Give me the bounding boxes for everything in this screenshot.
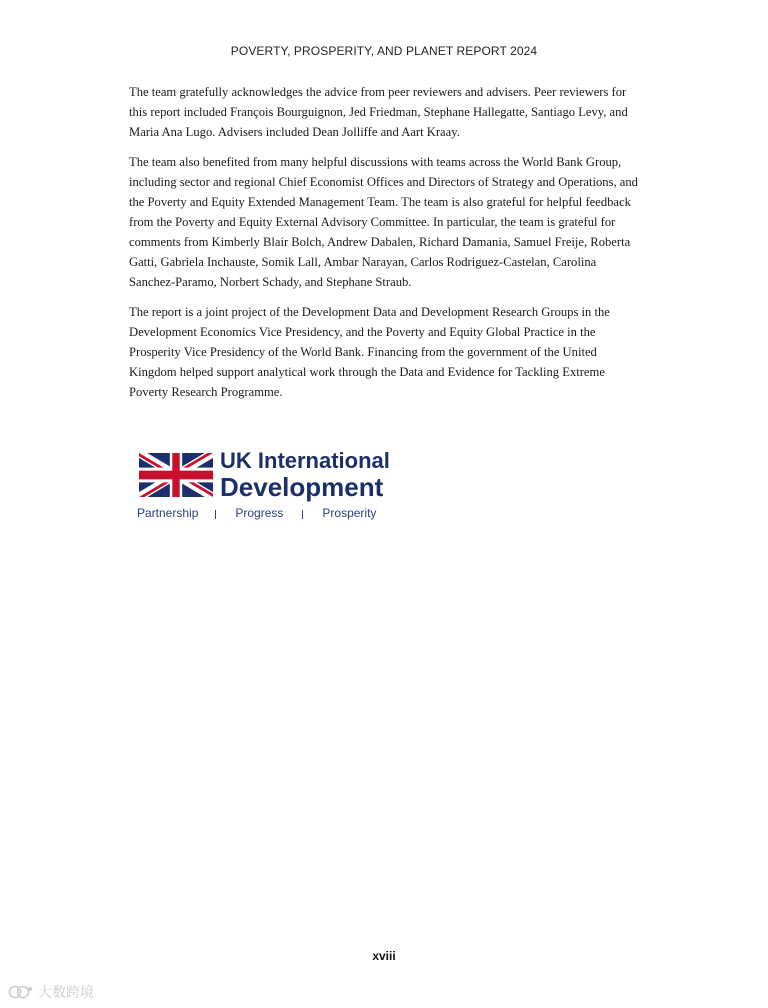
acknowledgment-paragraph-3: The report is a joint project of the Development Data and Development Research Groups in the Development Economics Vice Presidency, and the Poverty and Equity Global Practice in the Prosperity Vice Presidency of the World Bank. Financing from the government of the United Kingdom helped support analytical work through the Data and Evidence for Tackling Extreme Poverty Research Programme.: [129, 305, 610, 399]
page-number: xviii: [372, 949, 396, 963]
body-text: [129, 82, 641, 412]
tagline-progress: Progress: [235, 506, 284, 520]
union-flag-icon: [139, 453, 213, 497]
watermark: [8, 982, 94, 1002]
tagline-partnership: Partnership: [137, 506, 199, 520]
logo-title-line-1: UK International: [220, 448, 390, 473]
acknowledgment-paragraph-1: The team gratefully acknowledges the advice from peer reviewers and advisers. Peer reviewers for this report included François Bourguignon, Jed Friedman, Stephane Hallegatte, Santiago Levy, and Maria Ana Lugo. Advisers included Dean Jolliffe and Aart Kraay.: [129, 85, 628, 139]
logo-tagline: [137, 506, 376, 520]
tagline-separator: [215, 510, 216, 519]
watermark-text: 大数跨境: [38, 985, 94, 1001]
logo-title-line-2: Development: [220, 472, 384, 502]
running-header: POVERTY, PROSPERITY, AND PLANET REPORT 2024: [230, 44, 538, 58]
acknowledgment-paragraph-2: The team also benefited from many helpful discussions with teams across the World Bank Group, including sector and regional Chief Economist Offices and Directors of Strategy and Operations, and the Poverty and Equity Extended Management Team. The team is also grateful for helpful feedback from the Poverty and Equity External Advisory Committee. In particular, the team is grateful for comments from Kimberly Blair Bolch, Andrew Dabalen, Richard Damania, Samuel Freije, Roberta Gatti, Gabriela Inchauste, Somik Lall, Ambar Narayan, Carlos Rodriguez-Castelan, Carolina Sanchez-Paramo, Norbert Schady, and Stephane Straub.: [129, 155, 638, 289]
tagline-separator: [302, 510, 303, 519]
uk-international-development-logo: [137, 448, 399, 526]
tagline-prosperity: Prosperity: [322, 506, 377, 520]
watermark-logo-icon: [8, 984, 34, 1000]
